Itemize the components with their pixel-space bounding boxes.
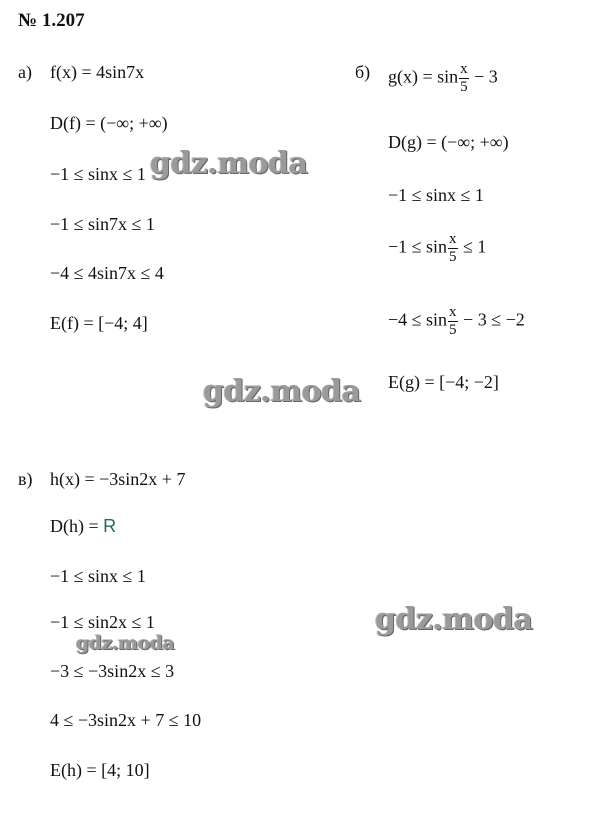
fraction-numerator: x bbox=[460, 61, 468, 77]
fraction-numerator: x bbox=[449, 231, 457, 247]
watermark: gdz.moda bbox=[76, 632, 175, 654]
part-b-line-5 bbox=[388, 305, 525, 338]
part-b-line-1 bbox=[388, 62, 498, 95]
watermark: gdz.moda bbox=[375, 602, 533, 637]
part-b-line-1-pre: g(x) = sin bbox=[388, 66, 459, 87]
fraction bbox=[448, 232, 458, 265]
part-a-label: а) bbox=[18, 62, 32, 82]
fraction-denominator: 5 bbox=[449, 322, 457, 338]
real-numbers-symbol: R bbox=[103, 516, 117, 536]
part-a-line-2: D(f) = (−∞; +∞) bbox=[50, 113, 168, 133]
part-a-line-5: −4 ≤ 4sin7x ≤ 4 bbox=[50, 263, 164, 283]
fraction-numerator: x bbox=[449, 304, 457, 320]
fraction-denominator: 5 bbox=[449, 249, 457, 265]
part-c-line-7: E(h) = [4; 10] bbox=[50, 760, 150, 780]
part-c-line-3: −1 ≤ sinx ≤ 1 bbox=[50, 566, 146, 586]
part-b-line-3: −1 ≤ sinx ≤ 1 bbox=[388, 185, 484, 205]
part-c-line-2 bbox=[50, 516, 116, 537]
part-c-line-2-pre: D(h) = bbox=[50, 516, 104, 536]
part-a-line-6: E(f) = [−4; 4] bbox=[50, 313, 148, 333]
part-b-line-4-pre: −1 ≤ sin bbox=[388, 236, 448, 257]
fraction-denominator: 5 bbox=[460, 79, 468, 95]
part-a-line-4: −1 ≤ sin7x ≤ 1 bbox=[50, 214, 155, 234]
part-a-line-1: f(x) = 4sin7x bbox=[50, 62, 145, 82]
part-b-line-1-post: − 3 bbox=[469, 66, 498, 87]
part-c-line-6: 4 ≤ −3sin2x + 7 ≤ 10 bbox=[50, 710, 202, 730]
fraction bbox=[459, 62, 469, 95]
part-b-line-5-post: − 3 ≤ −2 bbox=[458, 309, 525, 330]
fraction bbox=[448, 305, 458, 338]
part-b-line-5-pre: −4 ≤ sin bbox=[388, 309, 448, 330]
part-c-line-1-pre: h(x) = bbox=[50, 469, 100, 489]
part-c-line-1-rest: −3sin2x + 7 bbox=[99, 469, 186, 489]
part-b-line-4 bbox=[388, 232, 486, 265]
part-a-line-3: −1 ≤ sinx ≤ 1 bbox=[50, 164, 146, 184]
part-c-line-4: −1 ≤ sin2x ≤ 1 bbox=[50, 612, 155, 632]
part-c-label: в) bbox=[18, 469, 33, 489]
part-b-label: б) bbox=[355, 62, 371, 82]
watermark: gdz.moda bbox=[203, 374, 361, 409]
part-c-line-5: −3 ≤ −3sin2x ≤ 3 bbox=[50, 661, 175, 681]
watermark: gdz.moda bbox=[150, 146, 308, 181]
part-b-line-6: E(g) = [−4; −2] bbox=[388, 372, 499, 392]
part-b-line-4-post: ≤ 1 bbox=[458, 236, 487, 257]
problem-number: № 1.207 bbox=[18, 10, 85, 31]
part-c-line-1 bbox=[50, 469, 185, 490]
part-b-line-2: D(g) = (−∞; +∞) bbox=[388, 132, 509, 152]
